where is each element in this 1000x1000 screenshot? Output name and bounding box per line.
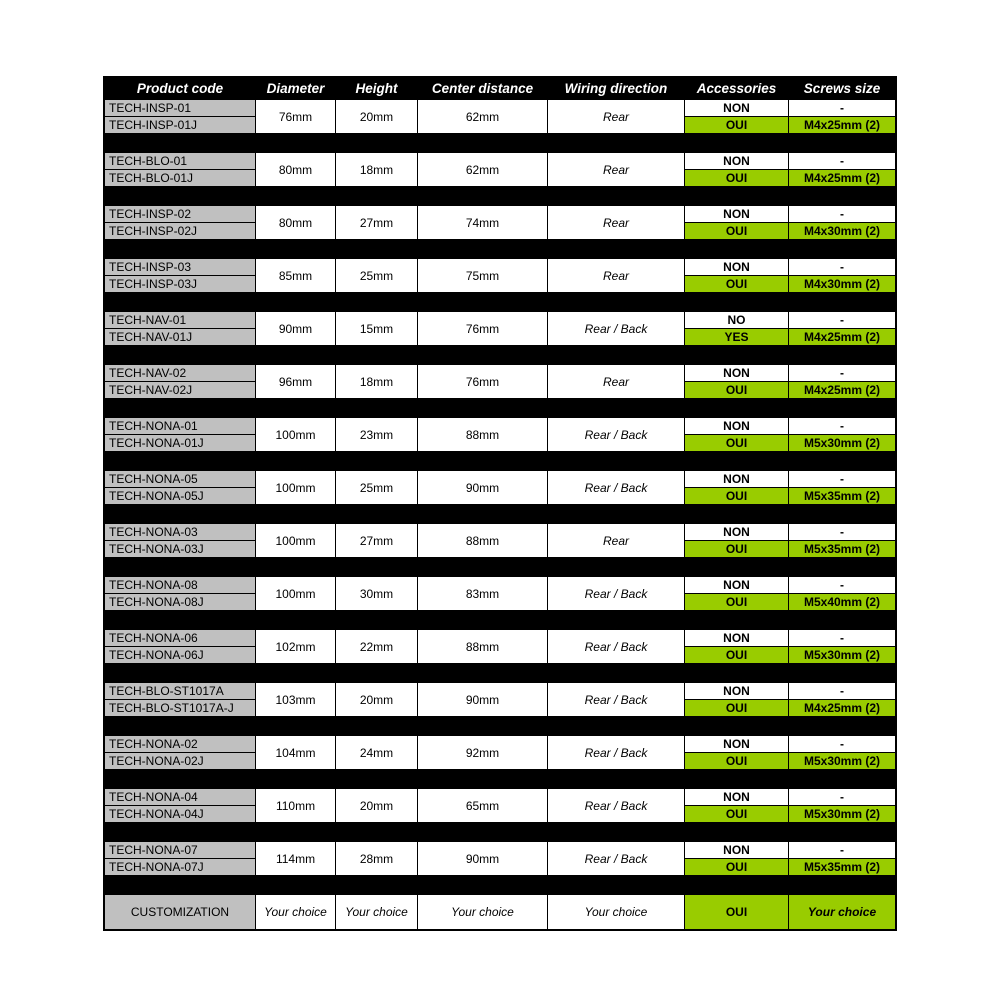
product-code-cell-1: TECH-NONA-06 xyxy=(105,630,255,646)
product-code-cell-1: TECH-BLO-01 xyxy=(105,153,255,169)
center-distance-cell: 74mm xyxy=(418,206,547,239)
accessories-yes-cell: OUI xyxy=(685,435,788,451)
table-header-row xyxy=(105,78,895,100)
center-distance-cell: 76mm xyxy=(418,312,547,345)
accessories-no-cell: NON xyxy=(685,206,788,222)
screws-yes-cell: M5x40mm (2) xyxy=(789,594,895,610)
accessories-no-cell: NON xyxy=(685,577,788,593)
product-code-cell-2: TECH-INSP-03J xyxy=(105,276,255,292)
accessories-yes-cell: OUI xyxy=(685,488,788,504)
product-group xyxy=(105,365,895,398)
accessories-yes-cell: OUI xyxy=(685,647,788,663)
screws-no-cell: - xyxy=(789,259,895,275)
diameter-cell: 100mm xyxy=(256,471,335,504)
screws-yes-cell: M4x25mm (2) xyxy=(789,329,895,345)
accessories-yes-cell: OUI xyxy=(685,276,788,292)
wiring-direction-cell: Rear xyxy=(548,365,684,398)
header-wiring-direction: Wiring direction xyxy=(548,78,684,100)
screws-yes-cell: M4x30mm (2) xyxy=(789,276,895,292)
product-group xyxy=(105,789,895,822)
customization-wiring-cell: Your choice xyxy=(548,895,684,929)
height-cell: 28mm xyxy=(336,842,417,875)
customization-label-cell: CUSTOMIZATION xyxy=(105,895,255,929)
diameter-cell: 103mm xyxy=(256,683,335,716)
screws-yes-cell: M4x30mm (2) xyxy=(789,223,895,239)
accessories-no-cell: NON xyxy=(685,100,788,116)
product-group xyxy=(105,206,895,239)
height-cell: 30mm xyxy=(336,577,417,610)
customization-height-cell: Your choice xyxy=(336,895,417,929)
accessories-no-cell: NON xyxy=(685,471,788,487)
center-distance-cell: 76mm xyxy=(418,365,547,398)
screws-yes-cell: M5x35mm (2) xyxy=(789,488,895,504)
height-cell: 20mm xyxy=(336,683,417,716)
diameter-cell: 96mm xyxy=(256,365,335,398)
screws-no-cell: - xyxy=(789,683,895,699)
wiring-direction-cell: Rear / Back xyxy=(548,789,684,822)
accessories-yes-cell: OUI xyxy=(685,117,788,133)
product-code-cell-1: TECH-NONA-08 xyxy=(105,577,255,593)
product-code-cell-2: TECH-NONA-05J xyxy=(105,488,255,504)
group-separator xyxy=(105,451,895,471)
diameter-cell: 80mm xyxy=(256,153,335,186)
group-separator xyxy=(105,133,895,153)
group-separator xyxy=(105,610,895,630)
product-code-cell-2: TECH-BLO-ST1017A-J xyxy=(105,700,255,716)
product-spec-table xyxy=(103,76,897,931)
screws-yes-cell: M5x30mm (2) xyxy=(789,753,895,769)
screws-yes-cell: M4x25mm (2) xyxy=(789,700,895,716)
diameter-cell: 80mm xyxy=(256,206,335,239)
product-code-cell-1: TECH-NONA-05 xyxy=(105,471,255,487)
product-group xyxy=(105,471,895,504)
table-body xyxy=(105,100,895,895)
customization-row xyxy=(105,895,895,929)
customization-center-distance-cell: Your choice xyxy=(418,895,547,929)
product-code-cell-2: TECH-NONA-08J xyxy=(105,594,255,610)
accessories-yes-cell: OUI xyxy=(685,859,788,875)
product-group xyxy=(105,259,895,292)
accessories-no-cell: NON xyxy=(685,736,788,752)
height-cell: 27mm xyxy=(336,524,417,557)
diameter-cell: 104mm xyxy=(256,736,335,769)
accessories-no-cell: NON xyxy=(685,630,788,646)
product-code-cell-1: TECH-INSP-03 xyxy=(105,259,255,275)
product-group xyxy=(105,153,895,186)
product-group xyxy=(105,524,895,557)
screws-no-cell: - xyxy=(789,100,895,116)
group-separator xyxy=(105,663,895,683)
accessories-yes-cell: OUI xyxy=(685,382,788,398)
height-cell: 27mm xyxy=(336,206,417,239)
header-accessories: Accessories xyxy=(685,78,788,100)
wiring-direction-cell: Rear xyxy=(548,524,684,557)
screws-no-cell: - xyxy=(789,365,895,381)
center-distance-cell: 88mm xyxy=(418,630,547,663)
product-code-cell-2: TECH-NAV-01J xyxy=(105,329,255,345)
wiring-direction-cell: Rear xyxy=(548,206,684,239)
accessories-yes-cell: OUI xyxy=(685,806,788,822)
screws-no-cell: - xyxy=(789,630,895,646)
center-distance-cell: 75mm xyxy=(418,259,547,292)
product-group xyxy=(105,736,895,769)
wiring-direction-cell: Rear / Back xyxy=(548,471,684,504)
height-cell: 18mm xyxy=(336,365,417,398)
accessories-yes-cell: OUI xyxy=(685,223,788,239)
screws-yes-cell: M5x30mm (2) xyxy=(789,647,895,663)
center-distance-cell: 90mm xyxy=(418,683,547,716)
screws-no-cell: - xyxy=(789,736,895,752)
product-group xyxy=(105,683,895,716)
screws-yes-cell: M4x25mm (2) xyxy=(789,170,895,186)
wiring-direction-cell: Rear xyxy=(548,100,684,133)
product-code-cell-2: TECH-NONA-03J xyxy=(105,541,255,557)
group-separator xyxy=(105,769,895,789)
diameter-cell: 90mm xyxy=(256,312,335,345)
screws-no-cell: - xyxy=(789,842,895,858)
group-separator xyxy=(105,345,895,365)
header-screws-size: Screws size xyxy=(789,78,895,100)
product-code-cell-2: TECH-NONA-07J xyxy=(105,859,255,875)
wiring-direction-cell: Rear / Back xyxy=(548,736,684,769)
group-separator xyxy=(105,557,895,577)
customization-screws-cell: Your choice xyxy=(789,895,895,929)
center-distance-cell: 83mm xyxy=(418,577,547,610)
screws-yes-cell: M4x25mm (2) xyxy=(789,117,895,133)
product-code-cell-1: TECH-NONA-01 xyxy=(105,418,255,434)
product-group xyxy=(105,842,895,875)
accessories-no-cell: NON xyxy=(685,418,788,434)
height-cell: 18mm xyxy=(336,153,417,186)
product-code-cell-2: TECH-BLO-01J xyxy=(105,170,255,186)
header-product-code: Product code xyxy=(105,78,255,100)
screws-no-cell: - xyxy=(789,524,895,540)
diameter-cell: 85mm xyxy=(256,259,335,292)
wiring-direction-cell: Rear / Back xyxy=(548,683,684,716)
group-separator xyxy=(105,875,895,895)
screws-no-cell: - xyxy=(789,418,895,434)
wiring-direction-cell: Rear xyxy=(548,153,684,186)
diameter-cell: 100mm xyxy=(256,524,335,557)
customization-accessories-cell: OUI xyxy=(685,895,788,929)
screws-yes-cell: M5x35mm (2) xyxy=(789,859,895,875)
center-distance-cell: 92mm xyxy=(418,736,547,769)
product-code-cell-1: TECH-NONA-02 xyxy=(105,736,255,752)
product-code-cell-2: TECH-NONA-01J xyxy=(105,435,255,451)
center-distance-cell: 65mm xyxy=(418,789,547,822)
screws-no-cell: - xyxy=(789,471,895,487)
height-cell: 15mm xyxy=(336,312,417,345)
accessories-yes-cell: YES xyxy=(685,329,788,345)
product-code-cell-2: TECH-INSP-01J xyxy=(105,117,255,133)
height-cell: 22mm xyxy=(336,630,417,663)
accessories-no-cell: NON xyxy=(685,842,788,858)
height-cell: 20mm xyxy=(336,789,417,822)
screws-no-cell: - xyxy=(789,312,895,328)
accessories-no-cell: NON xyxy=(685,789,788,805)
accessories-yes-cell: OUI xyxy=(685,594,788,610)
product-code-cell-1: TECH-NAV-02 xyxy=(105,365,255,381)
center-distance-cell: 90mm xyxy=(418,842,547,875)
wiring-direction-cell: Rear / Back xyxy=(548,577,684,610)
product-group xyxy=(105,100,895,133)
screws-no-cell: - xyxy=(789,206,895,222)
diameter-cell: 100mm xyxy=(256,577,335,610)
group-separator xyxy=(105,186,895,206)
product-code-cell-2: TECH-INSP-02J xyxy=(105,223,255,239)
product-code-cell-2: TECH-NAV-02J xyxy=(105,382,255,398)
product-group xyxy=(105,630,895,663)
product-code-cell-1: TECH-BLO-ST1017A xyxy=(105,683,255,699)
header-center-distance: Center distance xyxy=(418,78,547,100)
product-code-cell-1: TECH-INSP-02 xyxy=(105,206,255,222)
diameter-cell: 100mm xyxy=(256,418,335,451)
header-diameter: Diameter xyxy=(256,78,335,100)
screws-yes-cell: M5x30mm (2) xyxy=(789,435,895,451)
product-code-cell-2: TECH-NONA-02J xyxy=(105,753,255,769)
screws-no-cell: - xyxy=(789,789,895,805)
accessories-yes-cell: OUI xyxy=(685,753,788,769)
product-code-cell-2: TECH-NONA-04J xyxy=(105,806,255,822)
wiring-direction-cell: Rear / Back xyxy=(548,630,684,663)
product-group xyxy=(105,577,895,610)
product-code-cell-1: TECH-NAV-01 xyxy=(105,312,255,328)
wiring-direction-cell: Rear / Back xyxy=(548,312,684,345)
center-distance-cell: 62mm xyxy=(418,153,547,186)
accessories-no-cell: NON xyxy=(685,683,788,699)
accessories-yes-cell: OUI xyxy=(685,541,788,557)
header-height: Height xyxy=(336,78,417,100)
height-cell: 25mm xyxy=(336,471,417,504)
product-code-cell-1: TECH-NONA-04 xyxy=(105,789,255,805)
accessories-no-cell: NON xyxy=(685,524,788,540)
accessories-no-cell: NON xyxy=(685,153,788,169)
height-cell: 24mm xyxy=(336,736,417,769)
screws-yes-cell: M5x35mm (2) xyxy=(789,541,895,557)
screws-no-cell: - xyxy=(789,153,895,169)
product-code-cell-1: TECH-INSP-01 xyxy=(105,100,255,116)
center-distance-cell: 88mm xyxy=(418,524,547,557)
accessories-no-cell: NON xyxy=(685,365,788,381)
diameter-cell: 102mm xyxy=(256,630,335,663)
product-group xyxy=(105,312,895,345)
product-code-cell-1: TECH-NONA-03 xyxy=(105,524,255,540)
accessories-no-cell: NON xyxy=(685,259,788,275)
wiring-direction-cell: Rear xyxy=(548,259,684,292)
product-group xyxy=(105,418,895,451)
diameter-cell: 114mm xyxy=(256,842,335,875)
product-code-cell-1: TECH-NONA-07 xyxy=(105,842,255,858)
height-cell: 20mm xyxy=(336,100,417,133)
center-distance-cell: 90mm xyxy=(418,471,547,504)
group-separator xyxy=(105,716,895,736)
screws-no-cell: - xyxy=(789,577,895,593)
diameter-cell: 110mm xyxy=(256,789,335,822)
product-code-cell-2: TECH-NONA-06J xyxy=(105,647,255,663)
accessories-yes-cell: OUI xyxy=(685,700,788,716)
center-distance-cell: 88mm xyxy=(418,418,547,451)
accessories-no-cell: NO xyxy=(685,312,788,328)
screws-yes-cell: M5x30mm (2) xyxy=(789,806,895,822)
group-separator xyxy=(105,239,895,259)
group-separator xyxy=(105,504,895,524)
wiring-direction-cell: Rear / Back xyxy=(548,418,684,451)
wiring-direction-cell: Rear / Back xyxy=(548,842,684,875)
accessories-yes-cell: OUI xyxy=(685,170,788,186)
group-separator xyxy=(105,292,895,312)
diameter-cell: 76mm xyxy=(256,100,335,133)
center-distance-cell: 62mm xyxy=(418,100,547,133)
height-cell: 25mm xyxy=(336,259,417,292)
group-separator xyxy=(105,398,895,418)
screws-yes-cell: M4x25mm (2) xyxy=(789,382,895,398)
group-separator xyxy=(105,822,895,842)
height-cell: 23mm xyxy=(336,418,417,451)
customization-diameter-cell: Your choice xyxy=(256,895,335,929)
